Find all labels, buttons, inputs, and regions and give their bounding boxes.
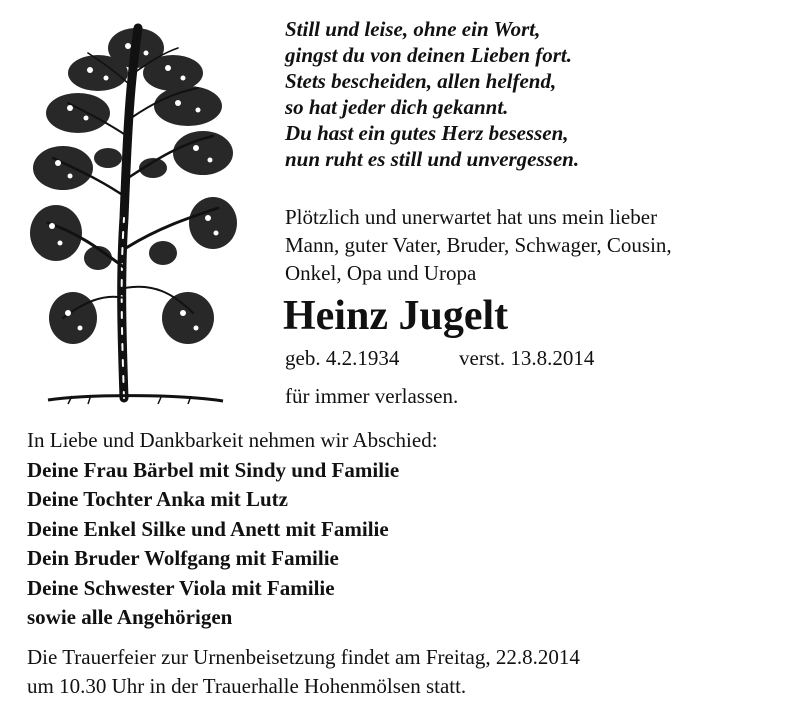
poem-line: nun ruht es still und unvergessen. [285,147,580,171]
poem [285,16,579,172]
mourner-line: sowie alle Angehörigen [27,605,233,629]
intro-line: Mann, guter Vater, Bruder, Schwager, Cousin, [285,233,672,257]
poem-line: Du hast ein gutes Herz besessen, [285,121,569,145]
poem-line: Still und leise, ohne ein Wort, [285,17,541,41]
mourner-line: Deine Schwester Viola mit Familie [27,575,335,600]
ceremony-line: um 10.30 Uhr in der Trauerhalle Hohenmölsen statt. [27,674,467,698]
intro-line: Plötzlich und unerwartet hat uns mein lieber [285,205,658,229]
intro-text [285,203,672,287]
birth-date: geb. 4.2.1934 [285,346,400,370]
death-date: verst. 13.8.2014 [459,346,595,370]
ceremony-line: Die Trauerfeier zur Urnenbeisetzung findet am Freitag, 22.8.2014 [27,645,580,669]
poem-line: so hat jeder dich gekannt. [285,95,509,119]
farewell-section [27,426,438,633]
life-dates [285,344,594,372]
mourner-line: Deine Frau Bärbel mit Sindy und Familie [27,457,400,482]
mourner-line: Dein Bruder Wolfgang mit Familie [27,546,339,570]
birch-tree-icon [28,18,238,408]
poem-line: Stets bescheiden, allen helfend, [285,69,557,93]
deceased-name: Heinz Jugelt [283,293,509,339]
ceremony-info [27,643,580,701]
mourner-line: Deine Enkel Silke und Anett mit Familie [27,516,389,541]
farewell-heading: In Liebe und Dankbarkeit nehmen wir Abschied: [27,428,438,452]
poem-line: gingst du von deinen Lieben fort. [285,43,573,67]
mourner-line: Deine Tochter Anka mit Lutz [27,487,288,511]
intro-line: Onkel, Opa und Uropa [285,261,477,285]
closing-line: für immer verlassen. [285,384,459,408]
